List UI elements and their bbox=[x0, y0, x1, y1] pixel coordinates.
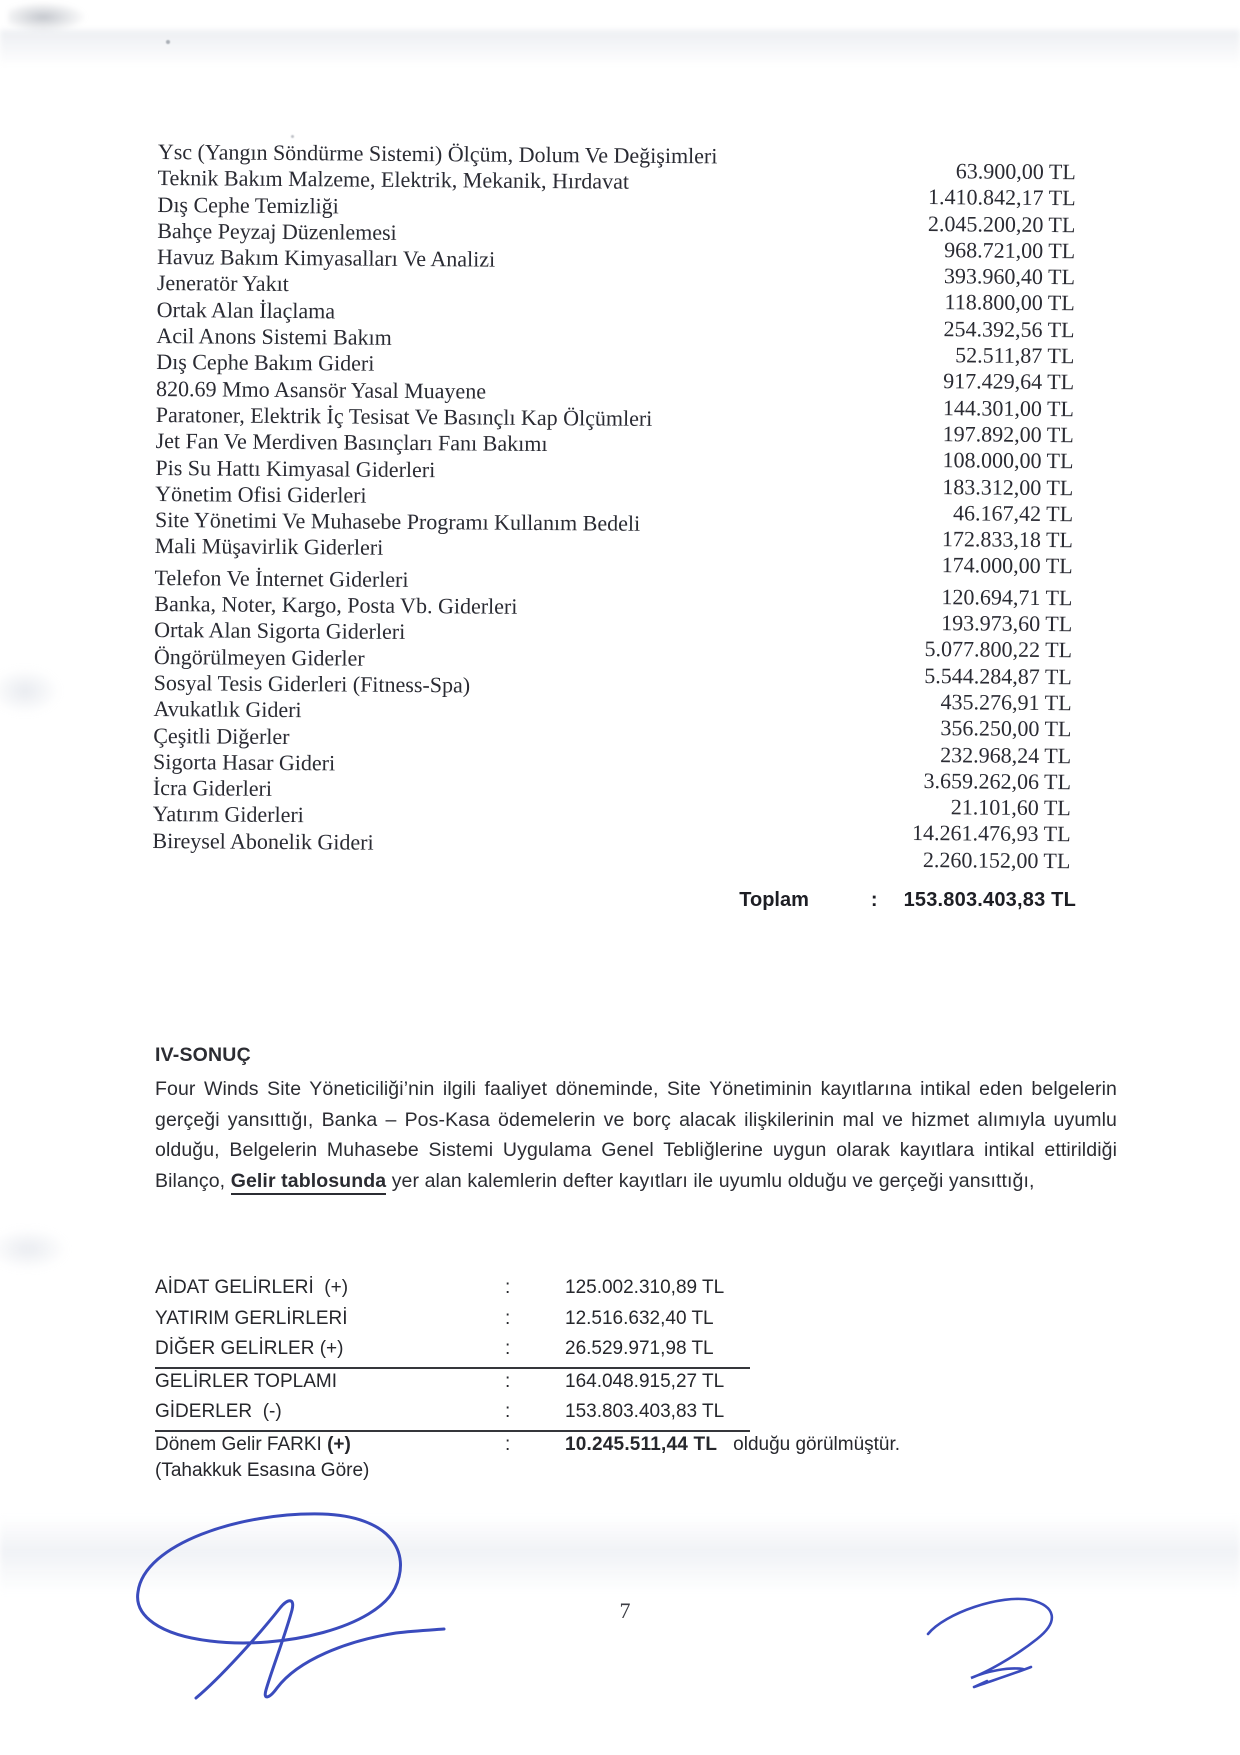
expense-item-amount: 52.511,87 TL bbox=[955, 342, 1075, 369]
summary-label bbox=[155, 1371, 505, 1393]
expense-item-label: Site Yönetimi Ve Muhasebe Programı Kullanım Bedeli bbox=[154, 507, 641, 536]
expense-item-amount: 120.694,71 TL bbox=[941, 583, 1073, 610]
expense-item-amount: 172.833,18 TL bbox=[941, 526, 1073, 553]
summary-value-text: 153.803.403,83 TL bbox=[565, 1401, 725, 1423]
summary-footnote-wrap bbox=[155, 1460, 750, 1491]
summary-colon: : bbox=[505, 1401, 511, 1423]
signature-right bbox=[913, 1588, 1078, 1708]
summary-colon: : bbox=[505, 1433, 511, 1455]
expense-item-label: Telefon Ve İnternet Giderleri bbox=[154, 564, 409, 592]
summary-colon: : bbox=[505, 1338, 511, 1360]
expense-item-label: Paratoner, Elektrik İç Tesisat Ve Basınçlı Kap Ölçümleri bbox=[155, 401, 653, 431]
summary-value-text: 12.516.632,40 TL bbox=[565, 1307, 714, 1329]
summary-row bbox=[155, 1371, 750, 1402]
summary-value-suffix: olduğu görülmüştür. bbox=[733, 1433, 901, 1455]
summary-value bbox=[565, 1401, 724, 1423]
scan-artifact-left-smudge bbox=[0, 1228, 68, 1270]
expense-item-label: Öngörülmeyen Giderler bbox=[153, 643, 365, 671]
summary-colon: : bbox=[505, 1307, 511, 1329]
expense-item-amount: 254.392,56 TL bbox=[943, 315, 1075, 342]
summary-colon: : bbox=[505, 1370, 511, 1392]
expense-item-label: Avukatlık Gideri bbox=[153, 696, 302, 723]
expense-item-label: Ortak Alan İlaçlama bbox=[156, 296, 336, 324]
expense-item-label: Yönetim Ofisi Giderleri bbox=[155, 480, 367, 508]
expense-item-amount: 144.301,00 TL bbox=[942, 394, 1075, 421]
summary-value-text: 125.002.310,89 TL bbox=[565, 1277, 725, 1298]
expense-item-label: Sosyal Tesis Giderleri (Fitness-Spa) bbox=[153, 669, 471, 698]
expense-item-amount: 108.000,00 TL bbox=[942, 447, 1074, 474]
signature-left-initial-stroke bbox=[196, 1601, 444, 1698]
summary-label bbox=[155, 1338, 505, 1360]
conclusion-heading: IV-SONUÇ bbox=[155, 1044, 251, 1066]
expense-item-amount: 5.544.284,87 TL bbox=[924, 662, 1072, 689]
expense-item-label: Ortak Alan Sigorta Giderleri bbox=[154, 617, 406, 645]
conclusion-highlight: Gelir tablosunda bbox=[231, 1170, 386, 1195]
summary-label-text: AİDAT GELİRLERİ (+) bbox=[155, 1277, 349, 1298]
page-number: 7 bbox=[619, 1598, 631, 1623]
expense-item-label: Dış Cephe Temizliği bbox=[157, 191, 339, 219]
income-statement-table bbox=[155, 1277, 901, 1465]
expense-item-amount: 435.276,91 TL bbox=[940, 689, 1072, 716]
summary-colon: : bbox=[505, 1277, 511, 1298]
conclusion-text-after: yer alan kalemlerin defter kayıtları ile uyumlu olduğu ve gerçeği yansıttığı, bbox=[386, 1169, 1035, 1192]
expense-item-label: Havuz Bakım Kimyasalları Ve Analizi bbox=[156, 244, 496, 272]
summary-row bbox=[155, 1338, 750, 1368]
summary-label-text: YATIRIM GERLİRLERİ bbox=[155, 1307, 348, 1329]
scan-artifact-speck bbox=[291, 135, 294, 138]
signature-right-loop-stroke bbox=[928, 1599, 1052, 1678]
summary-footnote: (Tahakkuk Esasına Göre) bbox=[155, 1460, 370, 1481]
expense-item-amount: 917.429,64 TL bbox=[943, 368, 1075, 395]
expense-item-label: Dış Cephe Bakım Gideri bbox=[156, 349, 375, 377]
expense-item-label: Jeneratör Yakıt bbox=[156, 270, 289, 297]
expense-item-amount: 356.250,00 TL bbox=[940, 715, 1072, 742]
expenses-total-row bbox=[158, 889, 1076, 912]
expense-item-amount: 46.167,42 TL bbox=[953, 500, 1074, 527]
scan-artifact-corner-smudge bbox=[8, 2, 86, 32]
expense-item-amount: 197.892,00 TL bbox=[942, 421, 1074, 448]
summary-value-text: 26.529.971,98 TL bbox=[565, 1338, 714, 1360]
summary-value bbox=[565, 1277, 724, 1299]
summary-value bbox=[565, 1338, 714, 1360]
expense-item-label: Teknik Bakım Malzeme, Elektrik, Mekanik, Hırdavat bbox=[157, 165, 630, 194]
expense-item-label: Mali Müşavirlik Giderleri bbox=[154, 533, 384, 561]
scan-artifact-speck bbox=[166, 40, 170, 44]
summary-value-text: 10.245.511,44 TL bbox=[565, 1433, 718, 1455]
conclusion-section bbox=[155, 1044, 1117, 1196]
summary-value bbox=[565, 1308, 714, 1330]
summary-row bbox=[155, 1277, 750, 1308]
summary-label-bold: (+) bbox=[327, 1433, 351, 1455]
total-amount: 153.803.403,83 TL bbox=[903, 889, 1076, 911]
summary-value bbox=[565, 1434, 900, 1456]
expense-item-label: Jet Fan Ve Merdiven Basınçları Fanı Bakımı bbox=[155, 428, 548, 457]
summary-label bbox=[155, 1434, 505, 1456]
expense-item-label: Yatırım Giderleri bbox=[152, 801, 304, 828]
expense-item-amount: 5.077.800,22 TL bbox=[924, 636, 1073, 663]
expense-item-amount: 183.312,00 TL bbox=[942, 473, 1074, 500]
expense-item-amount: 232.968,24 TL bbox=[940, 741, 1072, 768]
expense-item-amount: 2.045.200,20 TL bbox=[927, 210, 1076, 237]
scan-artifact-left-smudge bbox=[0, 668, 60, 714]
expense-item-label: Acil Anons Sistemi Bakım bbox=[156, 323, 392, 350]
conclusion-paragraph bbox=[155, 1074, 1117, 1196]
summary-label-text: DİĞER GELİRLER (+) bbox=[155, 1338, 344, 1360]
scan-artifact-top-band bbox=[0, 30, 1240, 76]
total-colon: : bbox=[870, 889, 878, 911]
expense-item-amount: 1.410.842,17 TL bbox=[927, 184, 1076, 211]
summary-label bbox=[155, 1308, 505, 1330]
expense-item-label: Sigorta Hasar Gideri bbox=[153, 748, 336, 776]
expense-item-amount: 968.721,00 TL bbox=[944, 237, 1076, 264]
expense-item-amount: 21.101,60 TL bbox=[950, 794, 1071, 821]
expense-item-amount: 63.900,00 TL bbox=[955, 158, 1076, 185]
summary-row bbox=[155, 1401, 750, 1431]
expense-item-label: Ysc (Yangın Söndürme Sistemi) Ölçüm, Dolum Ve Değişimleri bbox=[157, 139, 718, 169]
expense-item-label: Banka, Noter, Kargo, Posta Vb. Giderleri bbox=[154, 591, 518, 619]
summary-label-text: Dönem Gelir FARKI bbox=[155, 1433, 328, 1455]
expense-item-amount: 2.260.152,00 TL bbox=[922, 846, 1071, 873]
signature-left bbox=[108, 1500, 468, 1715]
expense-item-amount: 393.960,40 TL bbox=[943, 263, 1076, 290]
summary-row bbox=[155, 1308, 750, 1339]
expense-item-amount: 3.659.262,06 TL bbox=[923, 767, 1072, 795]
expense-list bbox=[152, 139, 1076, 873]
expense-item-label: Bahçe Peyzaj Düzenlemesi bbox=[157, 217, 397, 245]
summary-label bbox=[155, 1401, 505, 1423]
expense-item-label: Bireysel Abonelik Gideri bbox=[152, 827, 374, 855]
expense-item-amount: 193.973,60 TL bbox=[941, 610, 1073, 637]
summary-value bbox=[565, 1371, 724, 1393]
summary-label-text: GİDERLER (-) bbox=[155, 1401, 282, 1423]
expense-item-amount: 174.000,00 TL bbox=[941, 552, 1073, 579]
expense-item-label: İcra Giderleri bbox=[152, 775, 273, 802]
summary-label bbox=[155, 1277, 505, 1299]
conclusion-text-before: Four Winds Site Yöneticiliği’nin ilgili faaliyet döneminde, Site Yönetiminin kayıtlarına intikal eden belgelerin gerçeği yansıttığı, Banka – Pos-Kasa ödemelerin ve borç alacak ilişkilerinin mal ve hizmet alımıyla uyumlu olduğu, Belgelerin Muhasebe Sistemi Uygulama Genel Tebliğlerine uygun olarak kayıtlara intikal ettirildiği Bilanço, bbox=[155, 1078, 1117, 1192]
expense-item-label: 820.69 Mmo Asansör Yasal Muayene bbox=[155, 375, 487, 404]
expense-item-label: Çeşitli Diğerler bbox=[153, 722, 290, 749]
expense-item-amount: 14.261.476,93 TL bbox=[911, 820, 1071, 847]
summary-label-text: GELİRLER TOPLAMI bbox=[155, 1370, 337, 1392]
expense-item-amount: 118.800,00 TL bbox=[944, 289, 1075, 316]
total-label: Toplam bbox=[739, 889, 809, 911]
expense-item-label: Pis Su Hattı Kimyasal Giderleri bbox=[155, 454, 436, 482]
summary-value-text: 164.048.915,27 TL bbox=[565, 1370, 725, 1392]
